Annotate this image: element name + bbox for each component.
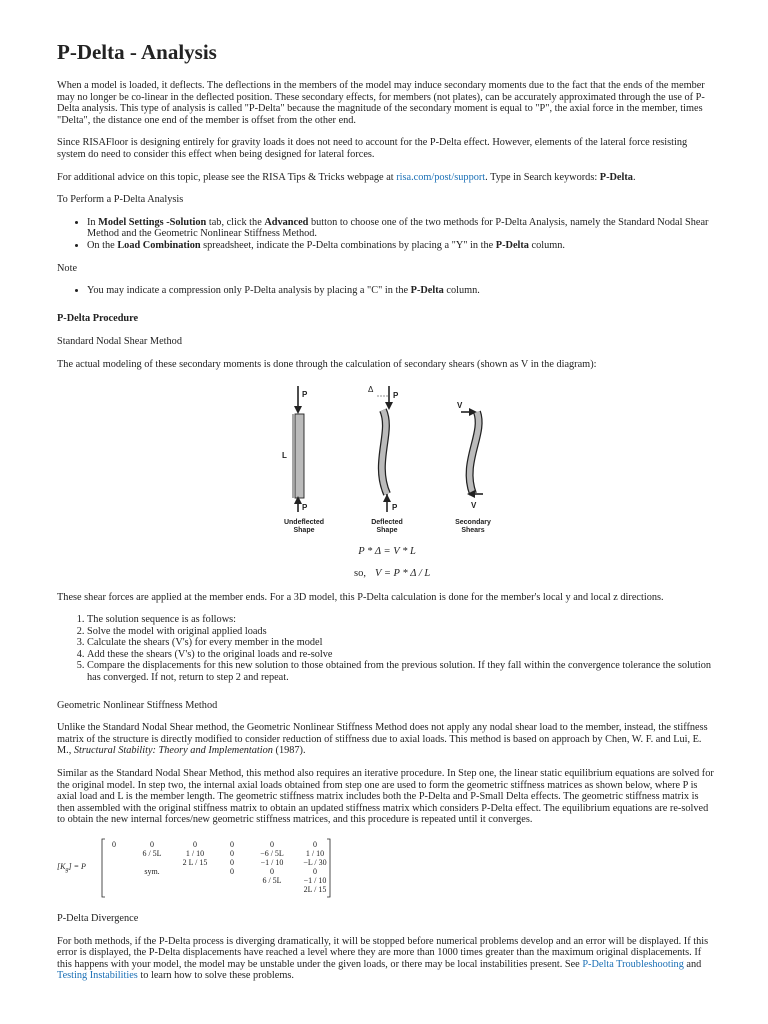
matrix-cell: −L / 30: [303, 858, 327, 867]
caption-deflected: Deflected: [371, 518, 403, 526]
pdelta-diagram-svg: [57, 382, 717, 584]
matrix-left-bracket: [102, 839, 105, 897]
procedure-heading: P-Delta Procedure: [57, 312, 139, 324]
advice-paragraph: [57, 172, 717, 184]
label-v: V: [471, 500, 477, 510]
matrix-lhs: $[K_g] = P$: [57, 862, 86, 873]
matrix-cell: 0: [270, 867, 274, 876]
equation-1: P * Δ = V * L: [358, 545, 416, 557]
caption-undeflected: Undeflected: [283, 518, 325, 526]
matrix-cell: 1 / 10: [305, 849, 325, 858]
similar-paragraph: Similar as the Standard Nodal Shear Method, this method also requires an iterative procedure. In Step one, the linear static equilibrium equations are solved for the original model. In step two, the internal axial loads obtained from step one are used to form the geometric stiffness matrices as shown below, where P is axial load and L is the member length. The geometric stiffness matrix includes both the P-Delta and P-Small Delta effects. The geometric stiffness matrix is then assembled with the original stiffness matrix to obtain an updated stiffness matrix which considers P-Delta effect. The equilibrium equations are re-solved to obtain the new internal forces/new geometric stiffness matrices, and this procedure is repeated until it converges.: [57, 768, 714, 826]
label-v: V: [457, 400, 463, 410]
list-item: 3. Calculate the shears (V's) for every member in the model: [87, 637, 717, 649]
divergence-paragraph: For both methods, if the P-Delta process is diverging dramatically, it will be stopped before numerical problems develop and an error will be displayed. If this error is displayed, the P-Delta displacements have reached a level where they are more than 1000 times greater than the maximum original displacements. If this happens with your model, the model may be unstable under the given loads, or there may be local instabilities present. See P-Delta Troubleshooting and Testing Instabilities to learn how to solve these problems.: [57, 935, 709, 982]
pdelta-diagram: [57, 382, 717, 584]
note-heading: Note: [57, 262, 78, 274]
risa-support-link[interactable]: risa.com/post/support: [396, 171, 486, 183]
document-page: [57, 40, 717, 993]
advice-text-2: . Type in Search keywords:: [485, 171, 600, 183]
matrix-cell: 2 L / 15: [182, 858, 208, 867]
matrix-right-bracket: [327, 839, 330, 897]
matrix-cell: 0: [230, 849, 234, 858]
stiffness-matrix: [57, 837, 717, 899]
caption-shears: Shears: [461, 526, 485, 534]
note-list: [57, 285, 717, 297]
stiffness-matrix-svg: [57, 837, 717, 899]
list-item: • In Model Settings -Solution tab, click the Advanced button to choose one of the two methods for P-Delta Analysis, namely the Standard Nodal Shear Method and the Geometric Nonlinear Stiffness Method.: [87, 217, 717, 240]
label-p: P: [302, 389, 308, 399]
matrix-cell: 0: [230, 840, 234, 849]
testing-instabilities-link[interactable]: Testing Instabilities: [57, 970, 138, 982]
list-item: • On the Load Combination spreadsheet, indicate the P-Delta combinations by placing a "Y" in the P-Delta column.: [87, 240, 717, 252]
matrix-cell: 0: [230, 867, 234, 876]
matrix-cell: −1 / 10: [260, 858, 284, 867]
page-title: P-Delta - Analysis: [57, 40, 217, 64]
label-p: P: [302, 502, 308, 512]
matrix-cell: −6 / 5L: [260, 849, 284, 858]
label-p: P: [393, 390, 399, 400]
label-p: P: [392, 502, 398, 512]
matrix-cell: −1 / 10: [303, 876, 327, 885]
matrix-cell: 0: [150, 840, 154, 849]
risafloor-paragraph: Since RISAFloor is designing entirely for gravity loads it does not need to account for the P-Delta effect. However, elements of the lateral force resisting system do need to consider this effect when being designed for lateral forces.: [57, 137, 688, 160]
advice-keyword: P-Delta: [599, 171, 633, 183]
intro-paragraph: When a model is loaded, it deflects. The deflections in the members of the model may induce secondary moments due to the fact that the ends of the member may no longer be co-linear in the deflected position. These secondary effects, for members (not plates), can be accurately approximated through the use of P-Delta analysis. This type of analysis is called "P-Delta" because the magnitude of the secondary moment is equal to "P", the axial force in the member, times "Delta", the distance one end of the member is offset from the other end.: [57, 80, 705, 126]
matrix-cell: 2L / 15: [303, 885, 327, 894]
list-item: 1. The solution sequence is as follows:: [87, 614, 717, 626]
perform-heading: To Perform a P-Delta Analysis: [57, 194, 184, 206]
label-delta: Δ: [368, 384, 374, 394]
geometric-heading: Geometric Nonlinear Stiffness Method: [57, 699, 218, 711]
caption-secondary: Secondary: [455, 518, 491, 526]
matrix-cell: 0: [313, 867, 317, 876]
matrix-cell: 6 / 5L: [142, 849, 162, 858]
equation-2: V = P * Δ / L: [375, 567, 431, 579]
matrix-cell: 0: [313, 840, 317, 849]
solution-steps: [57, 614, 717, 684]
pdelta-troubleshooting-link[interactable]: P-Delta Troubleshooting: [582, 958, 684, 970]
matrix-cell: 0: [270, 840, 274, 849]
matrix-cell: 0: [193, 840, 197, 849]
matrix-cell: 6 / 5L: [262, 876, 282, 885]
matrix-cell: 0: [230, 858, 234, 867]
list-item: 2. Solve the model with original applied loads: [87, 626, 717, 638]
caption-shape: Shape: [293, 526, 315, 534]
standard-heading: Standard Nodal Shear Method: [57, 336, 182, 348]
advice-end: .: [632, 171, 636, 183]
list-item: 4. Add these the shears (V's) to the original loads and re-solve: [87, 649, 717, 661]
standard-paragraph: The actual modeling of these secondary moments is done through the calculation of secondary shears (shown as V in the diagram):: [57, 358, 597, 370]
list-item: • You may indicate a compression only P-Delta analysis by placing a "C" in the P-Delta column.: [87, 285, 717, 297]
shear-paragraph: These shear forces are applied at the member ends. For a 3D model, this P-Delta calculation is done for the member's local y and local z directions.: [57, 591, 664, 603]
advice-text: For additional advice on this topic, please see the RISA Tips & Tricks webpage at: [57, 171, 397, 183]
reference-title: Structural Stability: Theory and Implementation: [73, 745, 273, 757]
shear-member: [470, 412, 479, 494]
arrow-head: [294, 406, 302, 414]
list-item: 5. Compare the displacements for this new solution to those obtained from the previous solution. If they fall within the convergence tolerance the solution has converged. If not, return to step 2 and repeat.: [87, 660, 717, 683]
geometric-paragraph: Unlike the Standard Nodal Shear method, the Geometric Nonlinear Stiffness Method does not apply any nodal shear load to the member, instead, the stiffness matrix of the structure is directly modified to consider reduction of stiffness due to axial loads. This method is based on approach by Chen, W. F. and Lui, E. M., Structural Stability: Theory and Implementation (1987).: [57, 722, 708, 757]
equation-2-prefix: so,: [354, 567, 366, 579]
undeflected-member: [295, 414, 304, 498]
perform-list: [57, 217, 717, 252]
matrix-cell: 1 / 10: [185, 849, 205, 858]
label-l: L: [282, 450, 287, 460]
matrix-cell: sym.: [144, 867, 160, 876]
matrix-cell: 0: [112, 840, 116, 849]
caption-shape: Shape: [376, 526, 398, 534]
divergence-heading: P-Delta Divergence: [57, 913, 139, 924]
matrix-cells: [112, 840, 327, 894]
